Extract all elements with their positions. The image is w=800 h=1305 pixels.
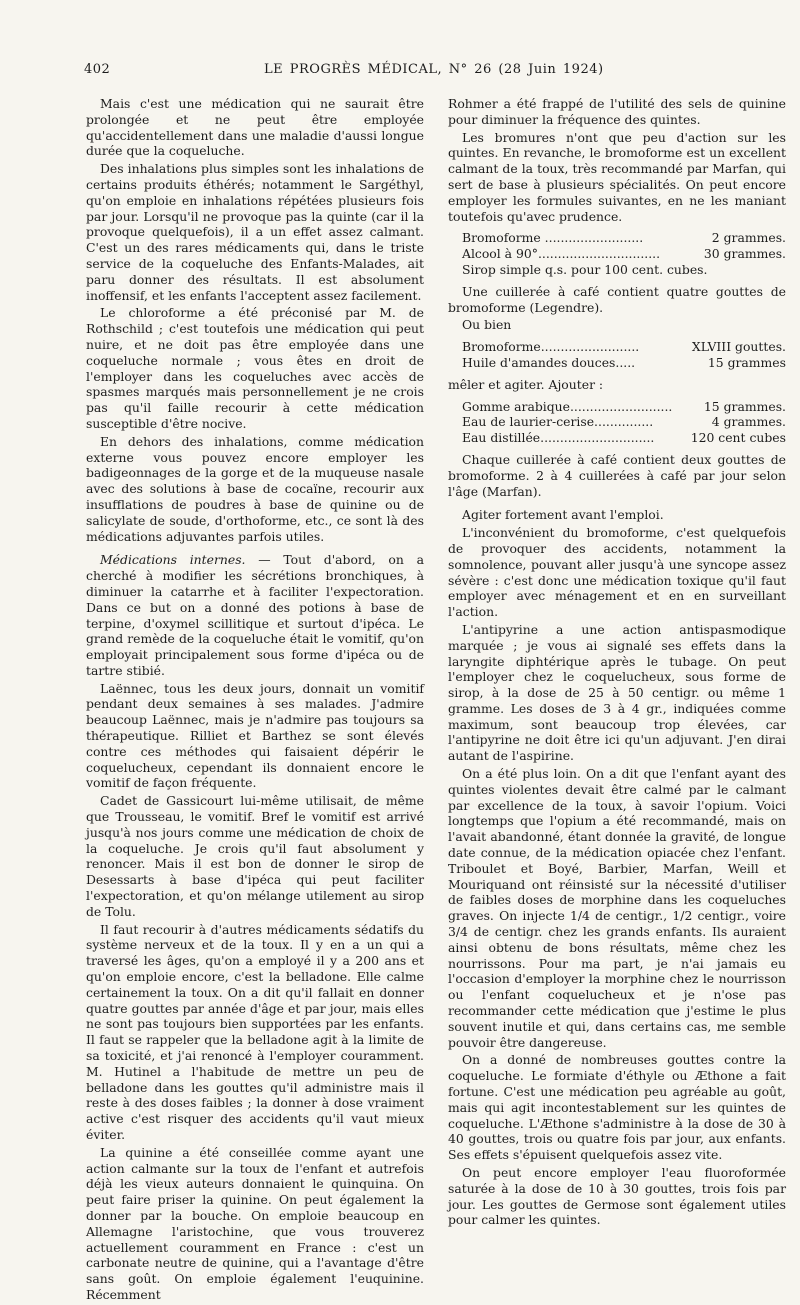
formula-2 [448, 339, 786, 371]
running-header [84, 62, 786, 84]
paragraph: Une cuillerée à café contient quatre gouttes de bromoforme (Legendre). [448, 283, 786, 315]
formula-line: Alcool à 90°............................... 30 grammes. [462, 246, 786, 262]
paragraph: On a donné de nombreuses gouttes contre la coqueluche. Le formiate d'éthyle ou Æthone a fait fortune. C'est une médication peu agréable au goût, mais qui agit incontestablement sur les quintes de coqueluche. L'Æthone s'administre à la dose de 30 à 40 gouttes, trois ou quatre fois par jour, aux enfants. Ses effets s'épuisent quelquefois assez vite. [448, 1052, 786, 1163]
formula-line: Gomme arabique.......................... 15 grammes. [462, 398, 786, 414]
paragraph: L'inconvénient du bromoforme, c'est quelquefois de provoquer des accidents, notamment la somnolence, pouvant aller jusqu'à une syncope assez sévère : c'est donc une médication toxique qu'il faut employer avec ménagement et en en surveillant l'action. [448, 525, 786, 620]
paragraph: Ou bien [462, 317, 512, 333]
journal-title: LE PROGRÈS MÉDICAL, N° 26 (28 Juin 1924) [264, 62, 604, 77]
paragraph-text: — Tout d'abord, on a cherché à modifier les sécrétions bronchiques, à diminuer la catarrhe et à faciliter l'expectoration. Dans ce but on a donné des potions à base de terpine, d'oxymel scillitique et surtout d'ipéca. Le grand remède de la coqueluche était le vomitif, qu'on employait principalement sous forme d'ipéca ou de tartre stibié. [86, 552, 424, 678]
formula-line: Eau distillée............................. 120 cent cubes [462, 430, 786, 446]
section-title: Médications internes. [100, 552, 246, 568]
paragraph: En dehors des inhalations, comme médication externe vous pouvez encore employer les badigeonnages de la gorge et de la muqueuse nasale avec des solutions à base de cocaïne, recourir aux insufflations de poudres à base de quinine ou de salicylate de soude, d'orthoforme, etc., ce sont là des médications adjuvantes parfois utiles. [86, 433, 424, 544]
formula-line: Bromoforme ......................... 2 grammes. [462, 230, 786, 246]
paragraph: Laënnec, tous les deux jours, donnait un vomitif pendant deux semaines à ses malades. J'admire beaucoup Laënnec, mais je n'admire pas toujours sa thérapeutique. Rilliet et Barthez se sont élevés contre ces méthodes qui faisaient dépérir le coquelucheux, cependant ils donnaient encore le vomitif de façon fréquente. [86, 680, 424, 791]
paragraph: Chaque cuillerée à café contient deux gouttes de bromoforme. 2 à 4 cuillerées à café par jour selon l'âge (Marfan). [448, 451, 786, 499]
paragraph-internal-medications [86, 552, 424, 678]
formula-tail: Sirop simple q.s. pour 100 cent. cubes. [462, 261, 708, 277]
paragraph: Agiter fortement avant l'emploi. [462, 507, 664, 523]
paragraph: Rohmer a été frappé de l'utilité des sels de quinine pour diminuer la fréquence des quintes. [448, 96, 786, 127]
paragraph: On peut encore employer l'eau fluoroformée saturée à la dose de 10 à 30 gouttes, trois fois par jour. Les gouttes de Germose sont également utiles pour calmer les quintes. [448, 1165, 786, 1228]
formula-1 [448, 230, 786, 277]
formula-line: Huile d'amandes douces..... 15 grammes [462, 354, 786, 370]
paragraph: Les bromures n'ont que peu d'action sur les quintes. En revanche, le bromoforme est un excellent calmant de la toux, très recommandé par Marfan, qui sert de base à plusieurs spécialités. On peut encore employer les formules suivantes, en ne les maniant toutefois qu'avec prudence. [448, 129, 786, 224]
paragraph: Il faut recourir à d'autres médicaments sédatifs du système nerveux et de la toux. Il y en a un qui a traversé les âges, qu'on a employé il y a 200 ans et qu'on emploie encore, c'est la belladone. Elle calme certainement la toux. On a dit qu'il fallait en donner quatre gouttes par année d'âge et par jour, mais elles ne sont pas toujours bien supportées par les enfants. Il faut se rappeler que la belladone agit à la limite de sa toxicité, et j'ai renoncé à l'employer couramment. M. Hutinel a l'habitude de mettre un peu de belladone dans les gouttes qu'il administre mais il reste à des doses faibles ; la donner à dose vraiment active c'est risquer des accidents qu'il vaut mieux éviter. [86, 921, 424, 1142]
paragraph: L'antipyrine a une action antispasmodique marquée ; je vous ai signalé ses effets dans la laryngite diphtérique après le tubage. On peut l'employer chez le coquelucheux, sous forme de sirop, à la dose de 25 à 50 centigr. ou même 1 gramme. Les doses de 3 à 4 gr., indiquées comme maximum, sont beaucoup trop élevées, car l'antipyrine ne doit être ici qu'un adjuvant. J'en dirai autant de l'aspirine. [448, 621, 786, 764]
left-column [86, 96, 424, 1305]
paragraph: mêler et agiter. Ajouter : [448, 376, 604, 392]
paragraph: Le chloroforme a été préconisé par M. de Rothschild ; c'est toutefois une médication qui peut nuire, et ne doit pas être employée dans une coqueluche normale ; vous êtes en droit de l'employer dans les coqueluches avec accès de spasmes marqués mais personnellement je ne crois pas qu'il faille recourir à cette médication susceptible d'être nocive. [86, 305, 424, 431]
page-number: 402 [84, 62, 111, 77]
formula-line: Eau de laurier-cerise............... 4 grammes. [462, 414, 786, 430]
paragraph: On a été plus loin. On a dit que l'enfant ayant des quintes violentes devait être calmé par le calmant par excellence de la toux, à savoir l'opium. Voici longtemps que l'opium a été recommandé, mais on l'avait abandonné, étant donnée la gravité, de longue date connue, de la médication opiacée chez l'enfant. Triboulet et Boyé, Barbier, Marfan, Weill et Mouriquand ont réinsisté sur la nécessité d'utiliser de faibles doses de morphine dans les coqueluches graves. On injecte 1/4 de centigr., 1/2 centigr., voire 3/4 de centigr. chez les grands enfants. Ils auraient ainsi obtenu de bons résultats, même chez les nourrissons. Pour ma part, je n'ai jamais eu l'occasion d'employer la morphine chez le nourrisson ou l'enfant coquelucheux et je n'ose pas recommander cette médication que j'estime le plus souvent inutile et qui, dans certains cas, me semble pouvoir être dangereuse. [448, 766, 786, 1050]
paragraph: Des inhalations plus simples sont les inhalations de certains produits éthérés; notamment le Sargéthyl, qu'on emploie en inhalations répétées plusieurs fois par jour. Lorsqu'il ne provoque pas la quinte (car il la provoque quelquefois), il a un effet assez calmant. C'est un des rares médicaments qui, dans le triste service de la coqueluche des Enfants-Malades, ait paru donner des résultats. Il est absolument inoffensif, et les enfants l'acceptent assez facilement. [86, 161, 424, 303]
paragraph: Cadet de Gassicourt lui-même utilisait, de même que Trousseau, le vomitif. Bref le vomitif est arrivé jusqu'à nos jours comme une médication de choix de la coqueluche. Je crois qu'il faut absolument y renoncer. Mais il est bon de donner le sirop de Desessarts à base d'ipéca qui peut faciliter l'expectoration, et qu'on mélange utilement au sirop de Tolu. [86, 793, 424, 919]
right-column [448, 96, 786, 1230]
paragraph: La quinine a été conseillée comme ayant une action calmante sur la toux de l'enfant et autrefois déjà les vieux auteurs donnaient le quinquina. On peut faire priser la quinine. On peut également la donner par la bouche. On emploie beaucoup en Allemagne l'aristochine, que vous trouverez actuellement couramment en France : c'est un carbonate neutre de quinine, qui a l'avantage d'être sans goût. On emploie également l'euquinine. Récemment [86, 1144, 424, 1302]
formula-line: Bromoforme......................... XLVIII gouttes. [462, 339, 786, 355]
formula-3 [448, 399, 786, 446]
paragraph: Mais c'est une médication qui ne saurait être prolongée et ne peut être employée qu'accidentellement dans une maladie d'aussi longue durée que la coqueluche. [86, 96, 424, 159]
